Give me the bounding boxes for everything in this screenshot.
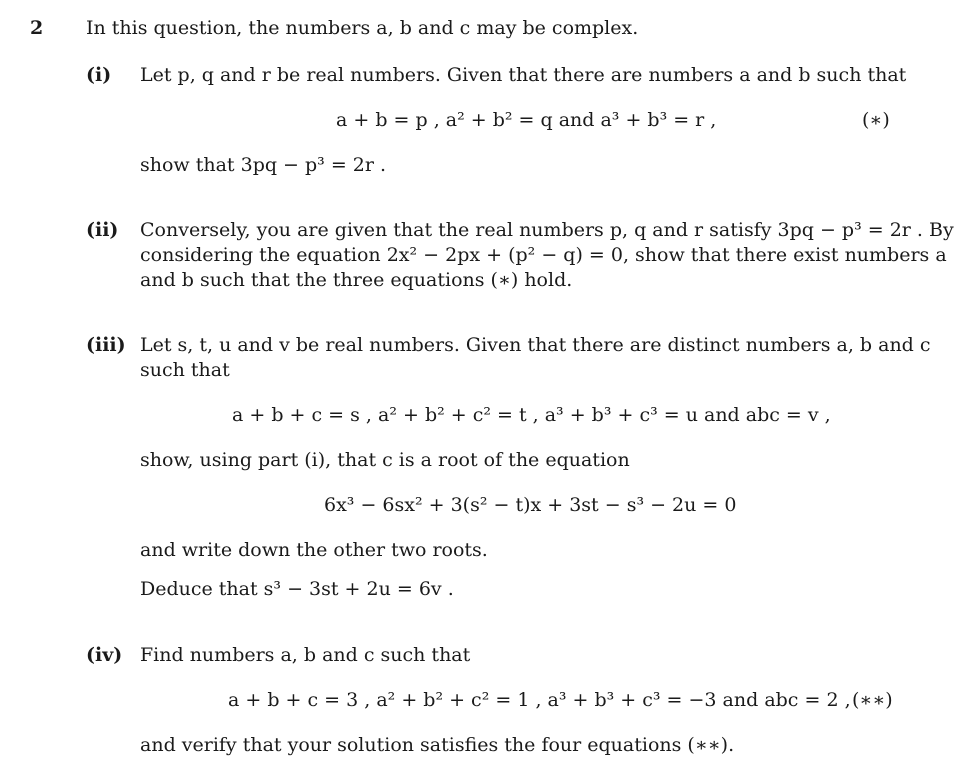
part-iii-roots-instruction: and write down the other two roots. bbox=[140, 539, 488, 561]
part-iii-label: (iii) bbox=[86, 334, 126, 356]
part-iv-label: (iv) bbox=[86, 644, 123, 666]
part-iv-verify: and verify that your solution satisfies the four equations (∗∗). bbox=[140, 734, 735, 756]
part-iii-deduction: Deduce that s³ − 3st + 2u = 6v . bbox=[140, 578, 454, 600]
part-i-equation: a + b = p , a² + b² = q and a³ + b³ = r , bbox=[336, 109, 717, 131]
question-number: 2 bbox=[30, 17, 44, 39]
part-ii-line-2: considering the equation 2x² − 2px + (p² − q) = 0, show that there exist numbers a bbox=[140, 244, 947, 266]
part-ii-line-1: Conversely, you are given that the real numbers p, q and r satisfy 3pq − p³ = 2r . By bbox=[140, 219, 954, 241]
part-iii-equation: a + b + c = s , a² + b² + c² = t , a³ + b³ + c³ = u and abc = v , bbox=[232, 404, 831, 426]
part-i-text: Let p, q and r be real numbers. Given that there are numbers a and b such that bbox=[140, 64, 907, 86]
question-intro: In this question, the numbers a, b and c may be complex. bbox=[86, 17, 639, 39]
part-ii-label: (ii) bbox=[86, 219, 119, 241]
part-i-label: (i) bbox=[86, 64, 112, 86]
part-iii-instruction: show, using part (i), that c is a root of the equation bbox=[140, 449, 630, 471]
part-iv-equation: a + b + c = 3 , a² + b² + c² = 1 , a³ + b³ + c³ = −3 and abc = 2 , bbox=[228, 689, 851, 711]
part-i-tag: (∗) bbox=[862, 109, 890, 131]
part-iv-tag: (∗∗) bbox=[852, 689, 893, 711]
part-iii-line-1: Let s, t, u and v be real numbers. Given that there are distinct numbers a, b and c bbox=[140, 334, 931, 356]
part-iii-line-2: such that bbox=[140, 359, 230, 381]
part-ii-line-3: and b such that the three equations (∗) hold. bbox=[140, 269, 573, 291]
part-iii-cubic-equation: 6x³ − 6sx² + 3(s² − t)x + 3st − s³ − 2u = 0 bbox=[324, 494, 737, 516]
part-i-conclusion: show that 3pq − p³ = 2r . bbox=[140, 154, 387, 176]
part-iv-text: Find numbers a, b and c such that bbox=[140, 644, 471, 666]
